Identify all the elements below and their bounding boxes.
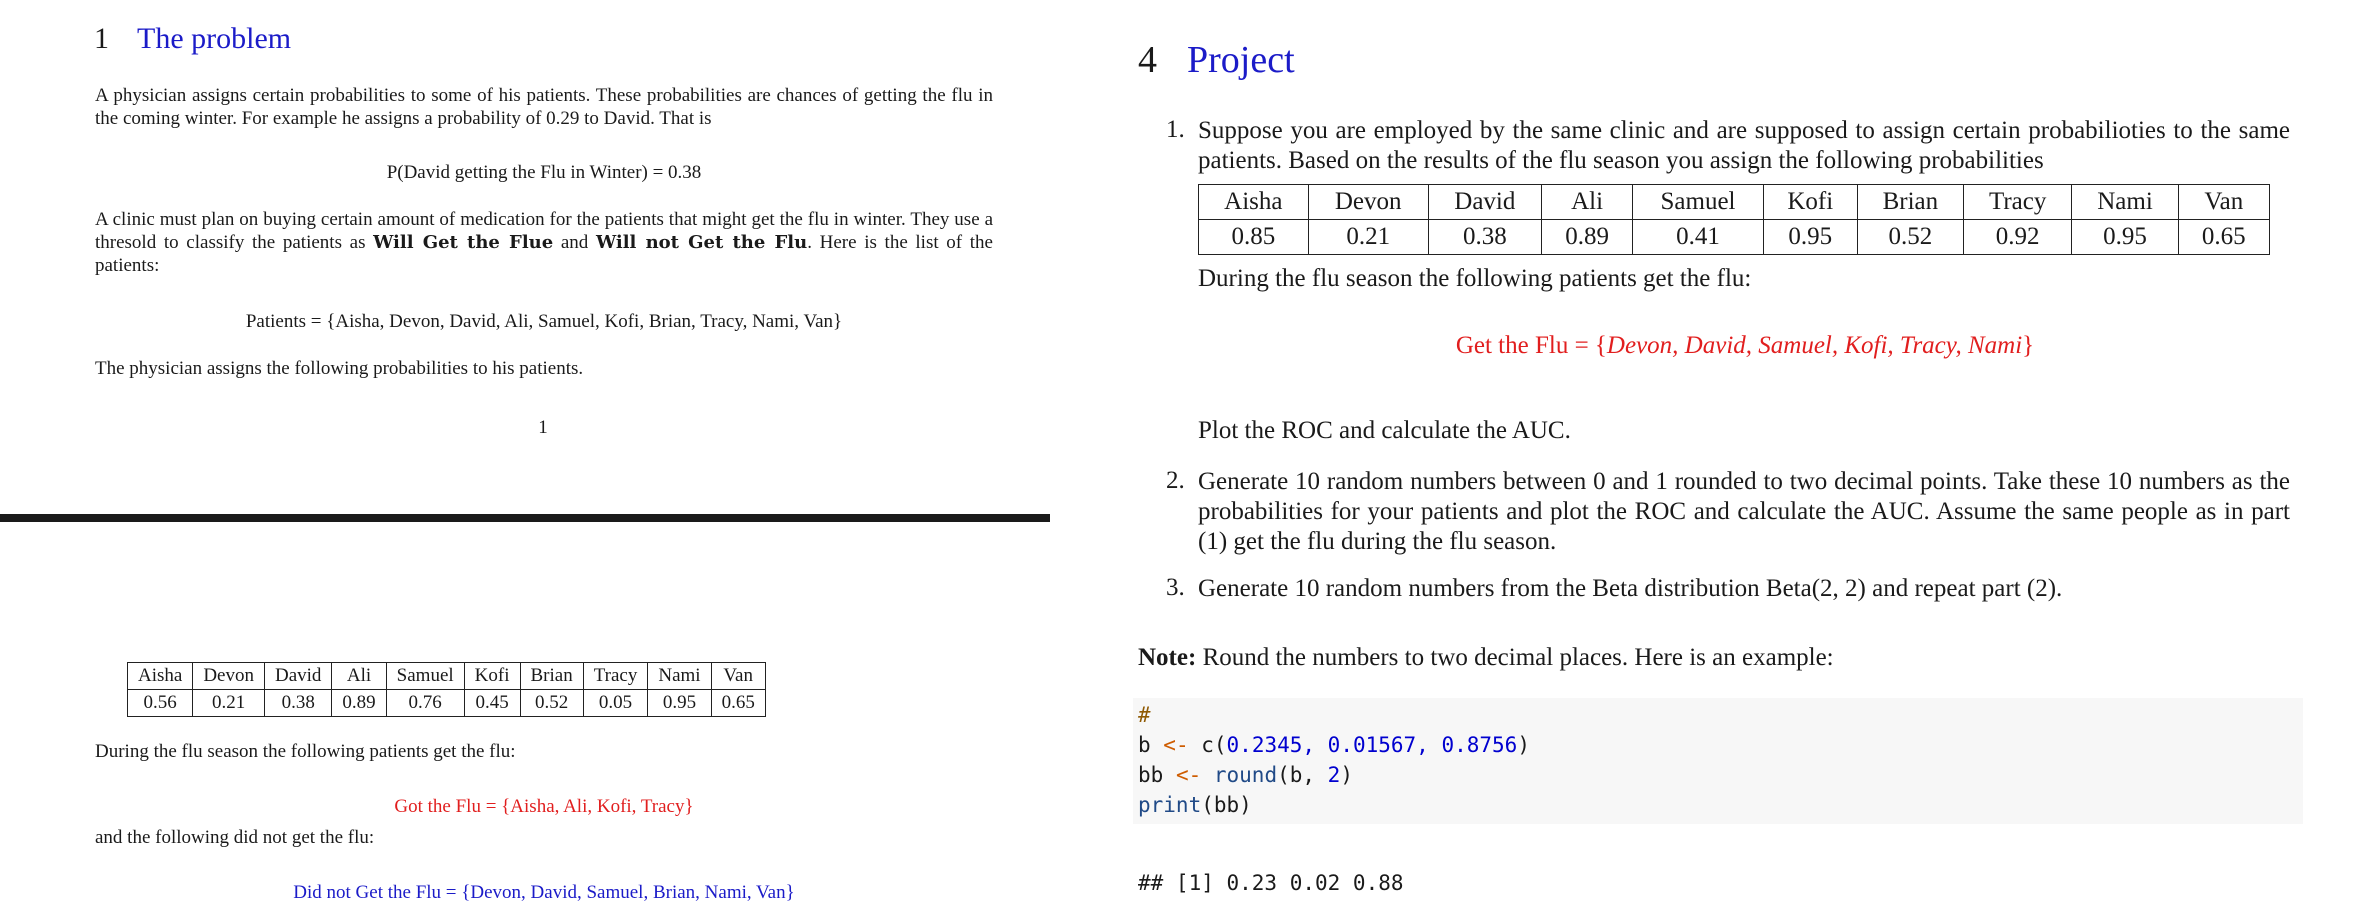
text-span: A clinic must plan on buying certain amount of medication for the patients that might get the flu in winter. They use a thresold to classify the patients as	[95, 209, 993, 253]
code-token: 0.2345, 0.01567, 0.8756	[1226, 733, 1518, 757]
code-token: round	[1201, 763, 1278, 787]
patient-name-cell: Kofi	[464, 663, 520, 690]
code-token: <-	[1175, 763, 1202, 787]
patient-name-cell: Van	[2178, 185, 2269, 220]
code-token: 2	[1327, 763, 1341, 787]
section-number: 1	[94, 22, 109, 55]
probability-cell: 0.38	[264, 690, 331, 717]
patient-name-cell: Devon	[1308, 185, 1428, 220]
patient-name-cell: Nami	[648, 663, 711, 690]
left-page	[0, 0, 1060, 913]
probability-cell: 0.41	[1633, 220, 1764, 255]
problem-paragraph-5: and the following did not get the flu:	[95, 827, 375, 848]
patient-name-cell: Nami	[2072, 185, 2178, 220]
text-span: and	[553, 232, 596, 253]
code-token: print	[1138, 793, 1202, 817]
patient-name-cell: Brian	[520, 663, 583, 690]
probability-cell: 0.92	[1963, 220, 2072, 255]
problem-paragraph-4: During the flu season the following patients get the flu:	[95, 741, 516, 762]
patient-name-cell: Samuel	[1633, 185, 1764, 220]
probability-cell: 0.21	[193, 690, 265, 717]
not-flu-set: Did not Get the Flu = {Devon, David, Samuel, Brian, Nami, Van}	[293, 882, 795, 903]
probability-cell: 0.65	[711, 690, 765, 717]
probability-cell: 0.45	[464, 690, 520, 717]
table-row	[1199, 220, 2270, 255]
note-label: Note:	[1138, 644, 1197, 671]
patient-name-cell: Ali	[332, 663, 386, 690]
list-item-number-3: 3.	[1166, 574, 1185, 601]
patient-name-cell: Tracy	[1963, 185, 2072, 220]
list-item-number-1: 1.	[1166, 116, 1185, 143]
patient-name-cell: Brian	[1857, 185, 1963, 220]
get-flu-label: Get the Flu = {	[1455, 332, 1607, 359]
code-token: bb	[1138, 763, 1176, 787]
patient-name-cell: Aisha	[128, 663, 193, 690]
problem-paragraph-2	[95, 208, 993, 277]
patient-name-cell: David	[264, 663, 331, 690]
patient-name-cell: Tracy	[583, 663, 648, 690]
probability-cell: 0.52	[1857, 220, 1963, 255]
probability-cell: 0.38	[1428, 220, 1541, 255]
code-token: <-	[1163, 733, 1189, 757]
text-span: . Here is the list of the patients:	[95, 232, 993, 276]
code-lines	[1138, 700, 1530, 820]
code-token: )	[1517, 733, 1530, 757]
section-number: 4	[1138, 39, 1157, 81]
probability-cell: 0.76	[386, 690, 464, 717]
code-comment: #	[1138, 703, 1151, 727]
probability-cell: 0.89	[332, 690, 386, 717]
probability-cell: 0.65	[2178, 220, 2269, 255]
get-flu-set	[1130, 332, 2360, 360]
page-number: 1	[538, 417, 548, 438]
probability-cell: 0.56	[128, 690, 193, 717]
project-item-1: Suppose you are employed by the same clinic and are supposed to assign certain probabilioties to the same patients. Based on the results of the flu season you assign the following probabilities	[1198, 117, 2290, 174]
problem-paragraph-1: A physician assigns certain probabilities to some of his patients. These probabilities are chances of getting the flu in the coming winter. For example he assigns a probability of 0.29 to David. That is	[95, 85, 993, 129]
code-token: )	[1340, 763, 1353, 787]
patient-name-cell: Samuel	[386, 663, 464, 690]
table-header-row	[128, 663, 766, 690]
project-item-1-roc: Plot the ROC and calculate the AUC.	[1198, 417, 1571, 444]
note-paragraph	[1138, 643, 2288, 673]
patient-name-cell: Kofi	[1763, 185, 1857, 220]
got-flu-set: Got the Flu = {Aisha, Ali, Kofi, Tracy}	[394, 796, 694, 817]
patient-name-cell: Devon	[193, 663, 265, 690]
get-flu-close: }	[2022, 332, 2035, 359]
patient-name-cell: Aisha	[1199, 185, 1309, 220]
patients-set: Patients = {Aisha, Devon, David, Ali, Samuel, Kofi, Brian, Tracy, Nami, Van}	[245, 311, 843, 332]
table-header-row	[1199, 185, 2270, 220]
class-will-get-flu: Will Get the Flue	[373, 232, 554, 253]
table-row	[128, 690, 766, 717]
section-heading-1	[94, 22, 291, 56]
section-heading-4	[1138, 38, 1295, 82]
note-text: Round the numbers to two decimal places. Here is an example:	[1196, 644, 1834, 671]
equation-david: P(David getting the Flu in Winter) = 0.38	[386, 162, 702, 183]
page-divider	[0, 514, 1050, 522]
patient-name-cell: David	[1428, 185, 1541, 220]
problem-paragraph-3: The physician assigns the following probabilities to his patients.	[95, 358, 584, 379]
probability-cell: 0.05	[583, 690, 648, 717]
code-token: b	[1138, 733, 1164, 757]
project-item-2: Generate 10 random numbers between 0 and 1 rounded to two decimal points. Take these 10 numbers as the probabilities for your patients and plot the ROC and calculate the AUC. Assume the same people as in part (1) get the flu during the flu season.	[1198, 468, 2290, 555]
probability-cell: 0.95	[2072, 220, 2178, 255]
code-token: (bb)	[1201, 793, 1252, 817]
section-title: The problem	[137, 22, 292, 55]
patient-name-cell: Van	[711, 663, 765, 690]
probability-cell: 0.85	[1199, 220, 1309, 255]
project-item-1-after: During the flu season the following patients get the flu:	[1198, 265, 1752, 292]
probability-cell: 0.95	[1763, 220, 1857, 255]
probability-cell: 0.95	[648, 690, 711, 717]
code-output: ## [1] 0.23 0.02 0.88	[1138, 871, 1404, 895]
project-probability-table	[1198, 184, 2270, 255]
code-token: c(	[1188, 733, 1227, 757]
class-will-not-get-flu: Will not Get the Flu	[595, 232, 808, 253]
probability-cell: 0.21	[1308, 220, 1428, 255]
get-flu-members: Devon, David, Samuel, Kofi, Tracy, Nami	[1606, 332, 2023, 359]
patient-name-cell: Ali	[1541, 185, 1632, 220]
list-item-number-2: 2.	[1166, 467, 1185, 494]
project-item-3: Generate 10 random numbers from the Beta distribution Beta(2, 2) and repeat part (2).	[1198, 575, 2063, 602]
code-token: (b,	[1277, 763, 1328, 787]
physician-probability-table	[127, 662, 766, 717]
section-title: Project	[1187, 39, 1295, 81]
probability-cell: 0.52	[520, 690, 583, 717]
probability-cell: 0.89	[1541, 220, 1632, 255]
